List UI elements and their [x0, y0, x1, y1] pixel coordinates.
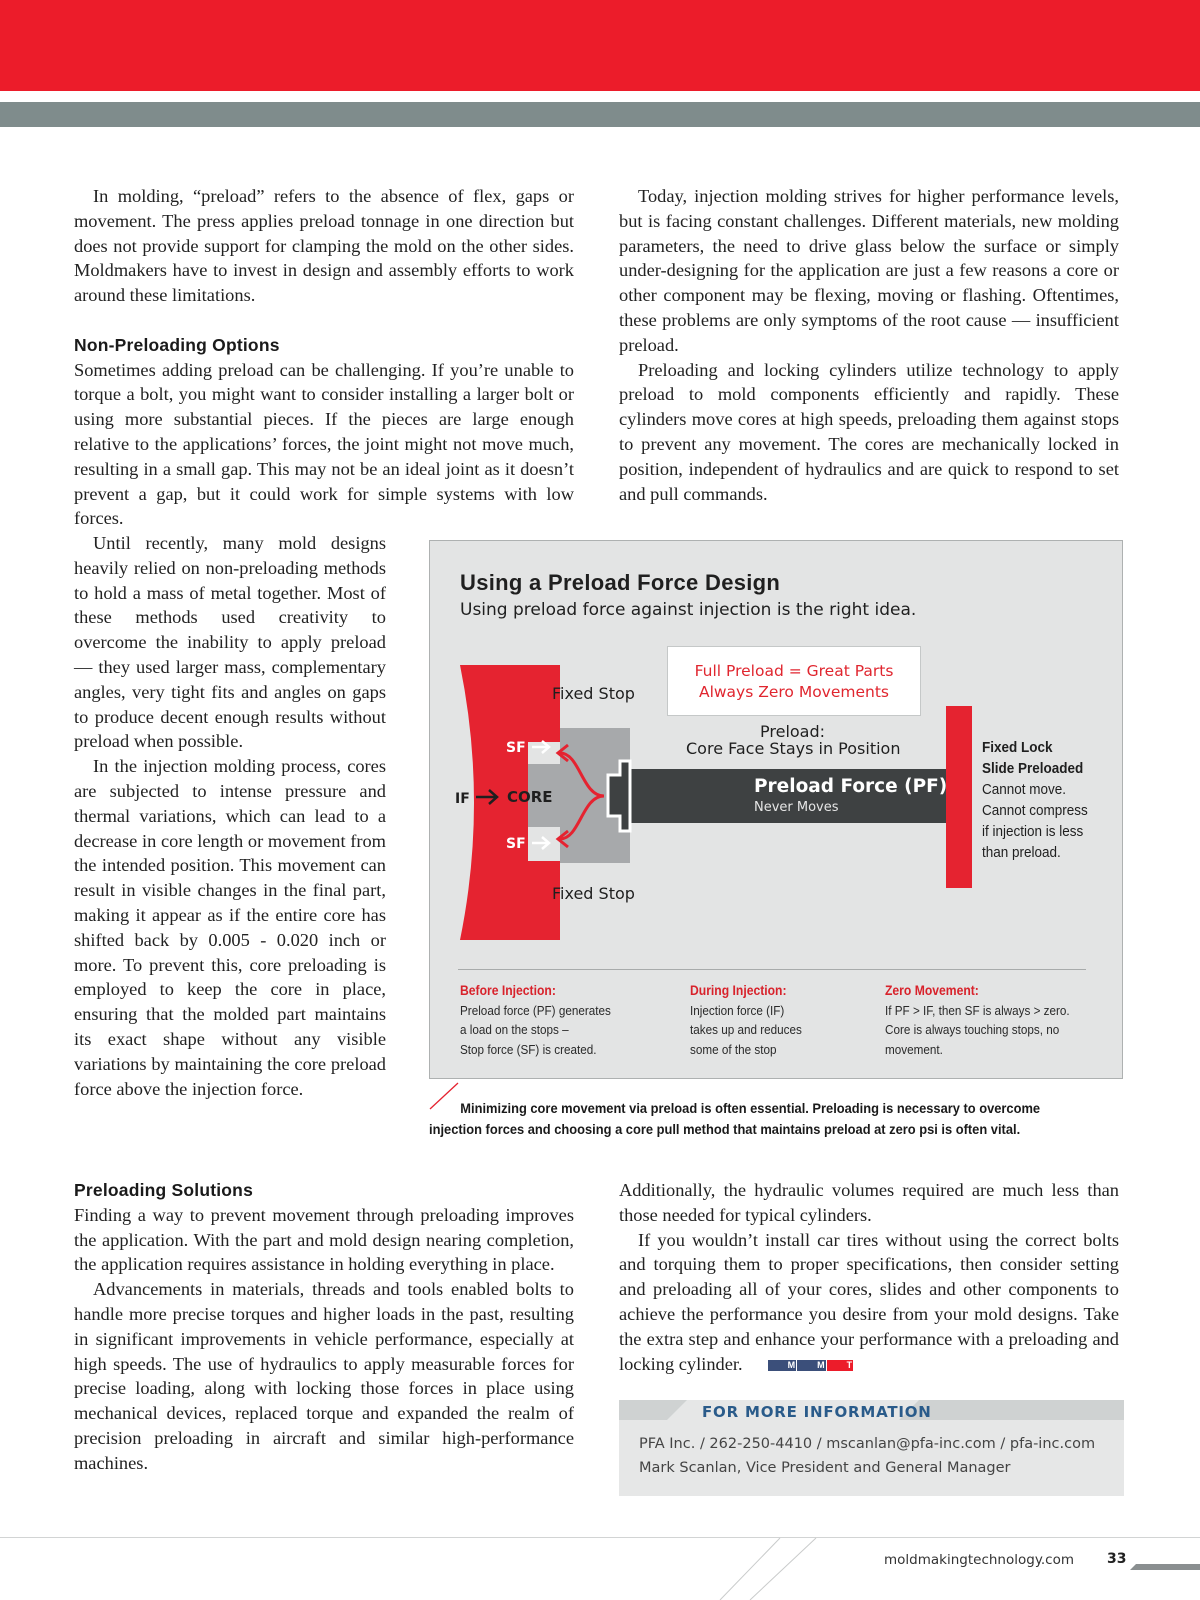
figure-subtitle: Using preload force against injection is the right idea. — [460, 600, 917, 620]
header-gray-band — [0, 102, 1200, 127]
legend-heading: During Injection: — [690, 983, 787, 998]
fixed-lock-heading: Fixed Lock — [982, 739, 1053, 756]
paragraph-hydraulic-volumes: Additionally, the hydraulic volumes required are much less than those needed for typical cylinders. — [619, 1180, 1119, 1225]
car-tires-text: If you wouldn’t install car tires without using the correct bolts and torquing them to proper specifications, then consider setting and preloading all of your cores, slides and other components to achieve the performance you desire from your mold designs. Take the extra step and enhance your performance with a preloading and locking cylinder. — [619, 1229, 1119, 1374]
mmt-end-logo — [749, 1353, 855, 1378]
logo-letter: M — [797, 1360, 826, 1371]
fixed-lock-text — [982, 737, 1088, 863]
paragraph-injection-process: In the injection molding process, cores are subjected to intense pressure and thermal variations, which can lead to a decrease in core length or movement from the intended position. This movement can result in visible changes in the final part, making it appear as if the entire core has shifted back by 0.005 - 0.020 inch or more. To prevent this, core preloading is employed to keep the core in place, ensuring that the molded part maintains its exact shape without any visible variations by maintaining the core preload force above the injection force. — [74, 756, 386, 1099]
callout-line-2: Always Zero Movements — [698, 683, 890, 701]
pf-subtitle: Never Moves — [754, 800, 839, 815]
more-info-box — [619, 1400, 1124, 1496]
legend-line: Core is always touching stops, no — [885, 1022, 1060, 1037]
paragraph-cylinders: Preloading and locking cylinders utilize technology to apply preload to mold components efficiently and rapidly. These cylinders move cores at high speeds, preloading them against stops to prevent any movement. The cores are mechanically locked in position, independent of hydraulics and are quick to respond to set and pull commands. — [619, 359, 1119, 504]
header-red-band — [0, 0, 1200, 91]
column-left-narrow — [74, 531, 386, 1101]
pf-title: Preload Force (PF) — [754, 776, 948, 797]
legend-before-injection — [460, 981, 611, 1059]
logo-letter: M — [768, 1360, 797, 1371]
legend-divider — [458, 969, 1086, 970]
paragraph-performance: Today, injection molding strives for higher performance levels, but is facing constant challenges. Different materials, new molding parameters, the need to drive glass below the surface or simply under-designing for the application are just a few reasons a core or other component may be flexing, moving or flashing. Oftentimes, these problems are only symptoms of the root cause — insufficient preload. — [619, 186, 1119, 355]
legend-line: movement. — [885, 1041, 943, 1057]
figure-caption — [429, 1098, 1073, 1140]
paragraph-mold-designs: Until recently, many mold designs heavily relied on non-preloading methods to hold a mass of metal together. Most of these methods used creativity to overcome the inability to apply preload — they used larger mass, complementary angles, very tight fits and angles on gaps to produce decent enough results without preload when possible. — [74, 533, 386, 752]
if-label: IF — [455, 791, 470, 807]
info-title: FOR MORE INFORMATION — [702, 1403, 932, 1421]
legend-heading: Zero Movement: — [885, 983, 979, 998]
column-right-bottom — [619, 1178, 1119, 1377]
core-label: CORE — [507, 788, 553, 806]
column-right-top — [619, 184, 1119, 506]
figure-title: Using a Preload Force Design — [460, 570, 781, 595]
caption-line-1: Minimizing core movement via preload is often essential. Preloading is necessary to overcome — [460, 1100, 1041, 1116]
legend-line: a load on the stops – — [460, 1022, 569, 1037]
logo-letter: T — [827, 1360, 854, 1371]
paragraph-advancements: Advancements in materials, threads and tools enabled bolts to handle more precise torques and higher loads in the past, resulting in significant improvements in vehicle performance, especially at high speeds. The use of hydraulics to apply measurable forces for precise loading, along with locking those forces in place using mechanical devices, replaced torque and expanded the realm of precision preloading in aircraft and similar high-performance machines. — [74, 1279, 574, 1473]
sf-label-top: SF — [506, 740, 526, 756]
column-left-top — [74, 184, 574, 531]
legend-line: Stop force (SF) is created. — [460, 1041, 597, 1057]
legend-line: If PF > IF, then SF is always > zero. — [885, 1002, 1070, 1018]
sf-label-bottom: SF — [506, 836, 526, 852]
legend-heading: Before Injection: — [460, 983, 556, 998]
legend-line: Preload force (PF) generates — [460, 1002, 611, 1018]
preload-force-figure — [429, 540, 1123, 1079]
contact-name-line: Mark Scanlan, Vice President and General Manager — [639, 1460, 1011, 1476]
paragraph-non-preloading: Sometimes adding preload can be challenging. If you’re unable to torque a bolt, you might want to consider installing a larger bolt or using more substantial pieces. If the pieces are large enough relative to the applications’ forces, the joint might not move much, resulting in a small gap. This may not be an ideal joint as it doesn’t prevent a gap, but it could work for simple systems with low forces. — [74, 359, 574, 529]
lock-line: Cannot compress — [982, 802, 1088, 819]
contact-line: PFA Inc. / 262-250-4410 / mscanlan@pfa-inc.com / pfa-inc.com — [639, 1436, 1096, 1452]
core-face-label: Core Face Stays in Position — [686, 739, 901, 758]
legend-during-injection — [690, 981, 802, 1059]
paragraph-car-tires — [619, 1228, 1119, 1378]
page-number: 33 — [1107, 1551, 1127, 1567]
heading-preloading-solutions: Preloading Solutions — [74, 1180, 254, 1200]
slide-preloaded-heading: Slide Preloaded — [982, 760, 1084, 777]
lock-line: than preload. — [982, 844, 1061, 861]
legend-line: Injection force (IF) — [690, 1002, 785, 1018]
legend-line: some of the stop — [690, 1041, 777, 1057]
fixed-stop-bottom-label: Fixed Stop — [552, 884, 635, 903]
fixed-stop-top-label: Fixed Stop — [552, 684, 635, 703]
fixed-lock-bar — [946, 706, 972, 888]
heading-non-preloading: Non-Preloading Options — [74, 334, 280, 355]
footer-website: moldmakingtechnology.com — [884, 1552, 1075, 1568]
legend-zero-movement — [885, 981, 1070, 1059]
lock-line: if injection is less — [982, 823, 1084, 840]
caption-line-2: injection forces and choosing a core pull method that maintains preload at zero psi is often vital. — [429, 1121, 1021, 1137]
legend-line: takes up and reduces — [690, 1022, 802, 1037]
preload-label: Preload: — [760, 722, 826, 741]
callout-line-1: Full Preload = Great Parts — [694, 662, 894, 680]
paragraph-solutions: Finding a way to prevent movement through preloading improves the application. With the part and mold design nearing completion, the application requires assistance in holding everything in place. — [74, 1204, 574, 1275]
paragraph-preload-intro: In molding, “preload” refers to the absence of flex, gaps or movement. The press applies preload tonnage in one direction but does not provide support for clamping the mold on the other sides. Moldmakers have to invest in design and assembly efforts to work around these limitations. — [74, 186, 574, 306]
lock-line: Cannot move. — [982, 781, 1067, 798]
column-left-bottom — [74, 1178, 574, 1476]
